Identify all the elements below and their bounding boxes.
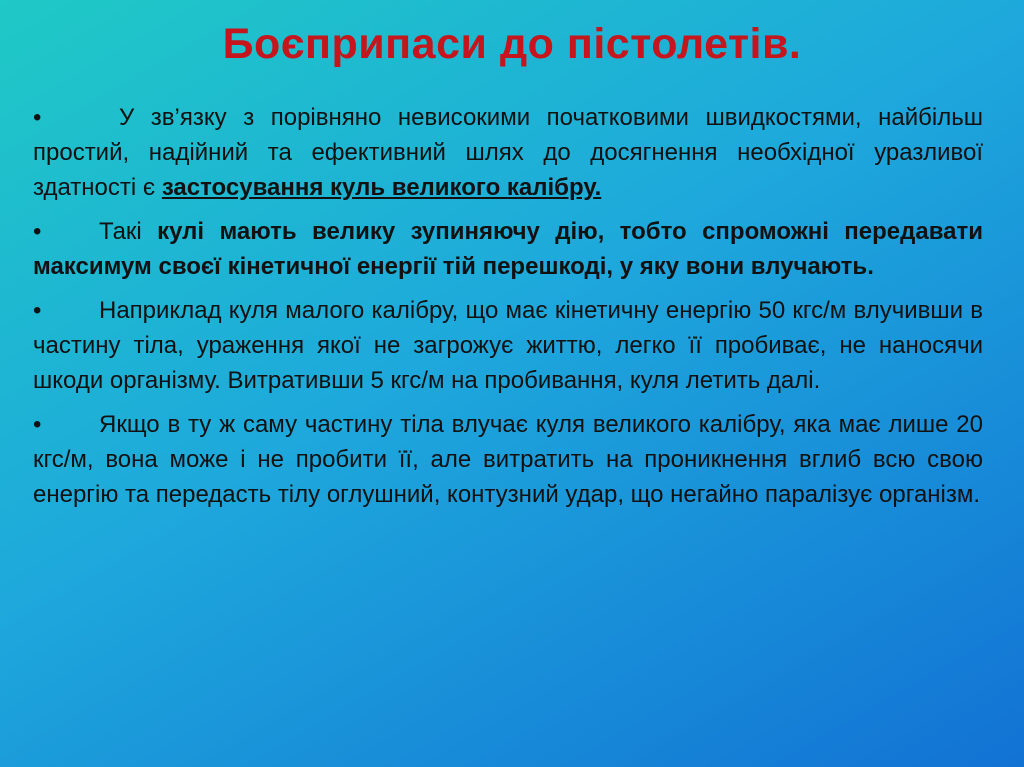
- paragraph-2-emphasis: кулі мають велику зупиняючу дію, тобто спроможні передавати максимум своєї кінетичної енергії тій перешкоді, у яку вони влучають.: [33, 218, 983, 280]
- paragraph-4: [33, 407, 983, 512]
- bullet-icon: •: [33, 411, 42, 438]
- bullet-icon: •: [33, 297, 42, 324]
- slide-title: Боєприпаси до пістолетів.: [222, 20, 802, 68]
- paragraph-2-text: Такі: [99, 218, 158, 245]
- paragraph-3: [33, 293, 983, 398]
- slide-content: [33, 100, 983, 521]
- paragraph-3-text: Наприклад куля малого калібру, що має кінетичну енергію 50 кгс/м влучивши в частину тіла, ураження якої не загрожує життю, легко її пробиває, не наносячи шкоди організму. Витративши 5 кгс/м на пробивання, куля летить далі.: [33, 297, 983, 394]
- bullet-icon: •: [33, 218, 42, 245]
- paragraph-1-emphasis: застосування куль великого калібру.: [161, 174, 602, 201]
- paragraph-2: [33, 214, 983, 284]
- bullet-icon: •: [33, 104, 42, 131]
- paragraph-1-text: У зв’язку з порівняно невисокими початковими швидкостями, найбільш простий, надійний та ефективний шлях до досягнення необхідної уразливої здатності є: [33, 104, 983, 201]
- paragraph-1: [33, 100, 983, 205]
- paragraph-4-text: Якщо в ту ж саму частину тіла влучає куля великого калібру, яка має лише 20 кгс/м, вона може і не пробити її, але витратить на проникнення вглиб всю свою енергію та передасть тілу оглушний, контузний удар, що негайно паралізує організм.: [33, 411, 983, 508]
